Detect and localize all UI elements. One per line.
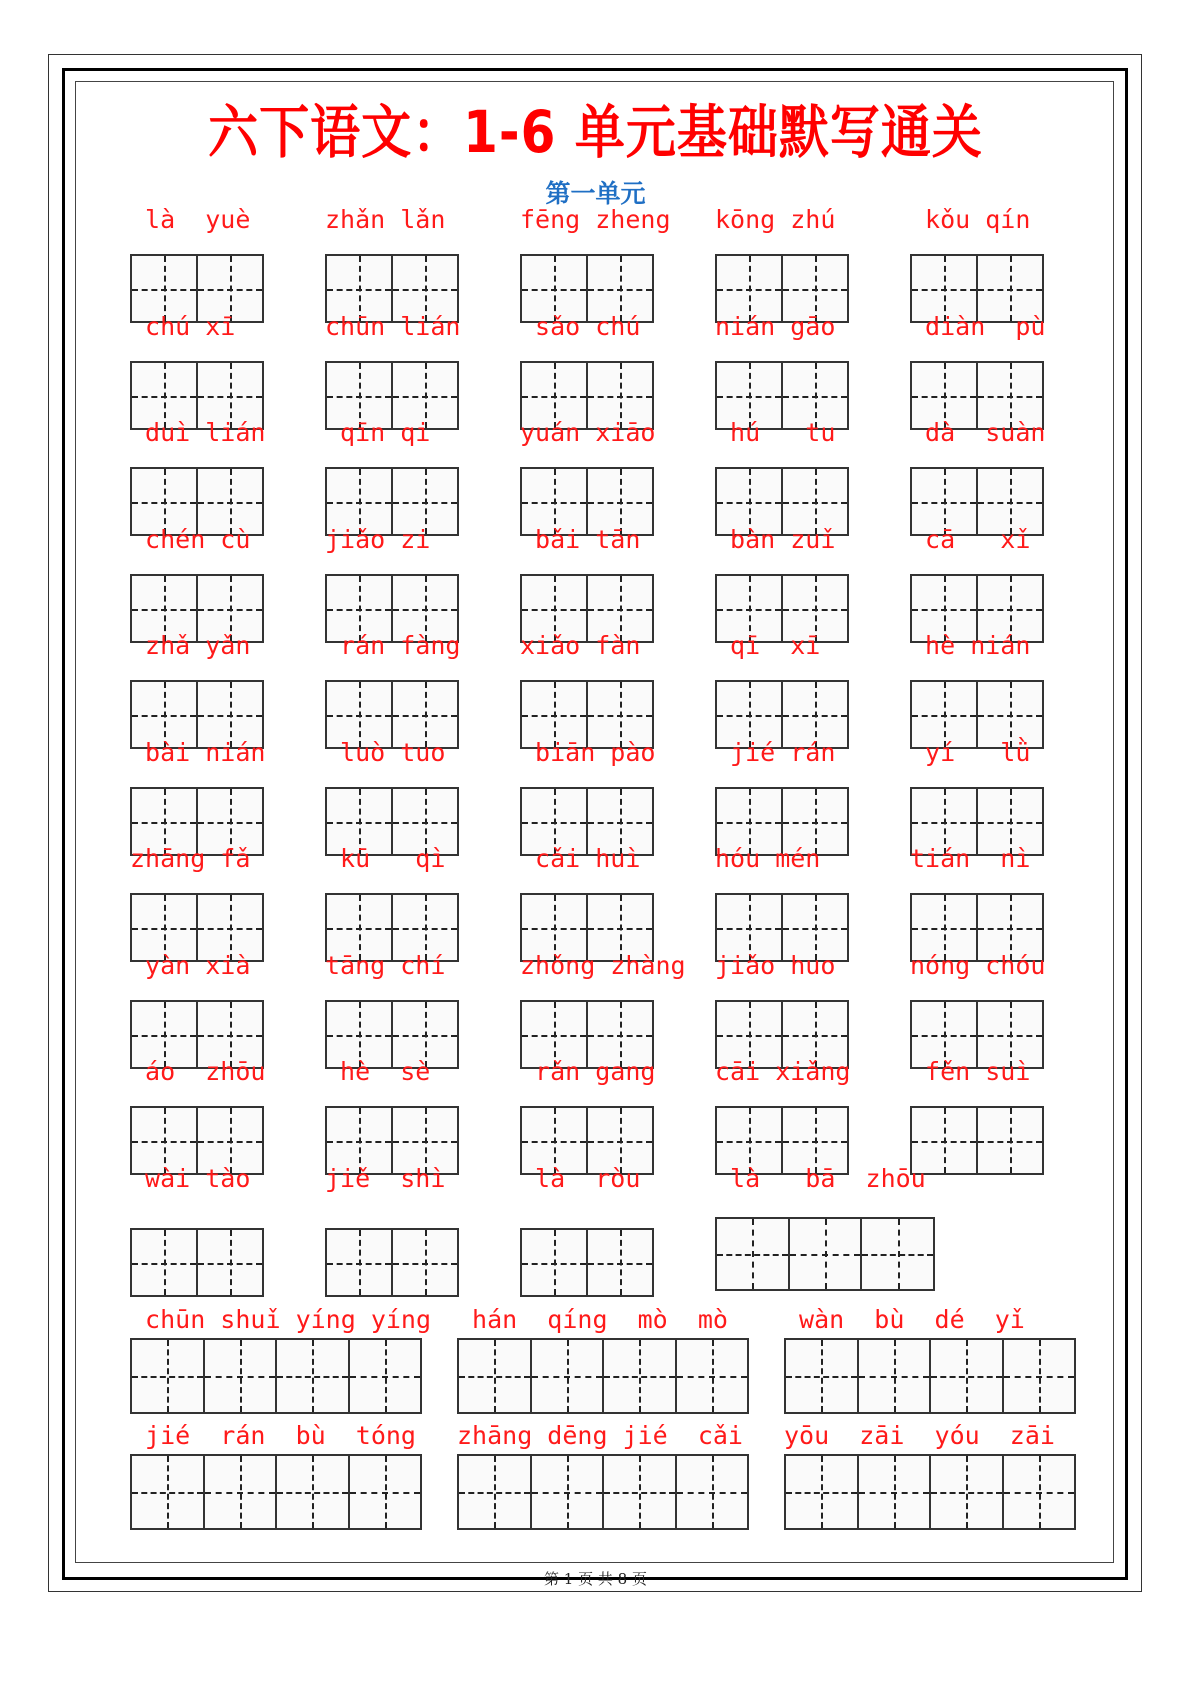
writing-cell[interactable] bbox=[931, 1340, 1004, 1412]
writing-cell[interactable] bbox=[859, 1456, 932, 1528]
pinyin-label: jié rán bbox=[715, 738, 836, 767]
pinyin-label: chūn shuǐ yíng yíng bbox=[130, 1305, 432, 1334]
writing-cell[interactable] bbox=[717, 1219, 790, 1289]
writing-cell[interactable] bbox=[350, 1456, 421, 1528]
writing-cell[interactable] bbox=[132, 1340, 205, 1412]
writing-cell[interactable] bbox=[786, 1340, 859, 1412]
pinyin-label: zhāng dēng jié cǎi bbox=[457, 1421, 743, 1450]
writing-cell[interactable] bbox=[205, 1340, 278, 1412]
pinyin-label: là bā zhōu bbox=[715, 1164, 926, 1193]
pinyin-label: kōng zhú bbox=[715, 205, 836, 234]
pinyin-label: rán fàng bbox=[325, 631, 461, 660]
writing-cell[interactable] bbox=[978, 1108, 1042, 1173]
tianzige-grid[interactable] bbox=[784, 1454, 1076, 1530]
pinyin-label: bài nián bbox=[130, 738, 266, 767]
pinyin-label: bǎi tān bbox=[520, 525, 641, 554]
pinyin-label: zhǎn lǎn bbox=[325, 205, 446, 234]
pinyin-label: áo zhōu bbox=[130, 1057, 266, 1086]
pinyin-label: hán qíng mò mò bbox=[457, 1305, 728, 1334]
pinyin-label: tāng chí bbox=[325, 951, 446, 980]
tianzige-grid[interactable] bbox=[457, 1338, 749, 1414]
tianzige-grid[interactable] bbox=[784, 1338, 1076, 1414]
writing-cell[interactable] bbox=[393, 1230, 457, 1295]
writing-cell[interactable] bbox=[459, 1456, 532, 1528]
pinyin-label: fěn suì bbox=[910, 1057, 1031, 1086]
tianzige-grid[interactable] bbox=[130, 1338, 422, 1414]
writing-cell[interactable] bbox=[350, 1340, 421, 1412]
pinyin-label: wàn bù dé yǐ bbox=[784, 1305, 1025, 1334]
pinyin-label: là yuè bbox=[130, 205, 251, 234]
pinyin-label: sǎo chú bbox=[520, 312, 641, 341]
pinyin-label: rǎn gang bbox=[520, 1057, 656, 1086]
pinyin-label: jiǎo huo bbox=[715, 951, 836, 980]
tianzige-grid[interactable] bbox=[715, 1217, 935, 1291]
writing-cell[interactable] bbox=[205, 1456, 278, 1528]
pinyin-label: cāi xiǎng bbox=[715, 1057, 851, 1086]
writing-cell[interactable] bbox=[277, 1340, 350, 1412]
unit-heading: 第一单元 bbox=[545, 179, 646, 208]
pinyin-label: yí lǜ bbox=[910, 738, 1031, 767]
writing-cell[interactable] bbox=[790, 1219, 863, 1289]
pinyin-label: jié rán bù tóng bbox=[130, 1421, 416, 1450]
page-footer: 第 1 页 共 8 页 bbox=[544, 1570, 647, 1588]
pinyin-label: hè nián bbox=[910, 631, 1031, 660]
pinyin-label: biān pào bbox=[520, 738, 656, 767]
pinyin-label: dà suàn bbox=[910, 418, 1046, 447]
pinyin-label: nóng chóu bbox=[910, 951, 1046, 980]
pinyin-label: fēng zheng bbox=[520, 205, 671, 234]
tianzige-grid[interactable] bbox=[325, 1228, 459, 1297]
tianzige-grid[interactable] bbox=[130, 1454, 422, 1530]
pinyin-label: là ròu bbox=[520, 1164, 641, 1193]
writing-cell[interactable] bbox=[327, 1230, 393, 1295]
pinyin-label: zhǒng zhàng bbox=[520, 951, 686, 980]
writing-cell[interactable] bbox=[862, 1219, 933, 1289]
pinyin-label: yàn xià bbox=[130, 951, 251, 980]
writing-cell[interactable] bbox=[522, 1230, 588, 1295]
writing-cell[interactable] bbox=[532, 1340, 605, 1412]
pinyin-label: xiǎo fàn bbox=[520, 631, 641, 660]
writing-cell[interactable] bbox=[859, 1340, 932, 1412]
tianzige-grid[interactable] bbox=[130, 1228, 264, 1297]
writing-cell[interactable] bbox=[588, 1230, 652, 1295]
pinyin-label: jiǎo zi bbox=[325, 525, 431, 554]
pinyin-label: kū qì bbox=[325, 844, 446, 873]
pinyin-label: nián gāo bbox=[715, 312, 836, 341]
pinyin-label: cǎi huì bbox=[520, 844, 641, 873]
writing-cell[interactable] bbox=[132, 1456, 205, 1528]
pinyin-label: chú xī bbox=[130, 312, 236, 341]
pinyin-label: yuán xiāo bbox=[520, 418, 656, 447]
writing-cell[interactable] bbox=[1004, 1456, 1075, 1528]
pinyin-label: duì lián bbox=[130, 418, 266, 447]
pinyin-label: jiě shì bbox=[325, 1164, 446, 1193]
writing-cell[interactable] bbox=[1004, 1340, 1075, 1412]
tianzige-grid[interactable] bbox=[457, 1454, 749, 1530]
writing-cell[interactable] bbox=[459, 1340, 532, 1412]
pinyin-label: hú tu bbox=[715, 418, 836, 447]
writing-cell[interactable] bbox=[604, 1340, 677, 1412]
writing-cell[interactable] bbox=[786, 1456, 859, 1528]
pinyin-label: qī xī bbox=[715, 631, 821, 660]
writing-cell[interactable] bbox=[677, 1340, 748, 1412]
pinyin-label: hóu mén bbox=[715, 844, 821, 873]
pinyin-label: zhǎ yǎn bbox=[130, 631, 251, 660]
tianzige-grid[interactable] bbox=[520, 1228, 654, 1297]
document-title: 六下语文：1-6 单元基础默写通关 bbox=[208, 99, 983, 166]
writing-cell[interactable] bbox=[132, 1230, 198, 1295]
writing-cell[interactable] bbox=[931, 1456, 1004, 1528]
pinyin-label: bàn zuǐ bbox=[715, 525, 836, 554]
writing-cell[interactable] bbox=[677, 1456, 748, 1528]
tianzige-grid[interactable] bbox=[910, 1106, 1044, 1175]
pinyin-label: chén cù bbox=[130, 525, 251, 554]
pinyin-label: yōu zāi yóu zāi bbox=[784, 1421, 1055, 1450]
pinyin-label: zhāng fǎ bbox=[130, 844, 251, 873]
pinyin-label: kǒu qín bbox=[910, 205, 1031, 234]
pinyin-label: cā xǐ bbox=[910, 525, 1031, 554]
pinyin-label: qīn qi bbox=[325, 418, 431, 447]
pinyin-label: diàn pù bbox=[910, 312, 1046, 341]
pinyin-label: hè sè bbox=[325, 1057, 431, 1086]
writing-cell[interactable] bbox=[277, 1456, 350, 1528]
writing-cell[interactable] bbox=[604, 1456, 677, 1528]
pinyin-label: wài tào bbox=[130, 1164, 251, 1193]
pinyin-label: chūn lián bbox=[325, 312, 461, 341]
writing-cell[interactable] bbox=[198, 1230, 262, 1295]
pinyin-label: luò tuo bbox=[325, 738, 446, 767]
pinyin-label: tián nì bbox=[910, 844, 1031, 873]
writing-cell[interactable] bbox=[532, 1456, 605, 1528]
